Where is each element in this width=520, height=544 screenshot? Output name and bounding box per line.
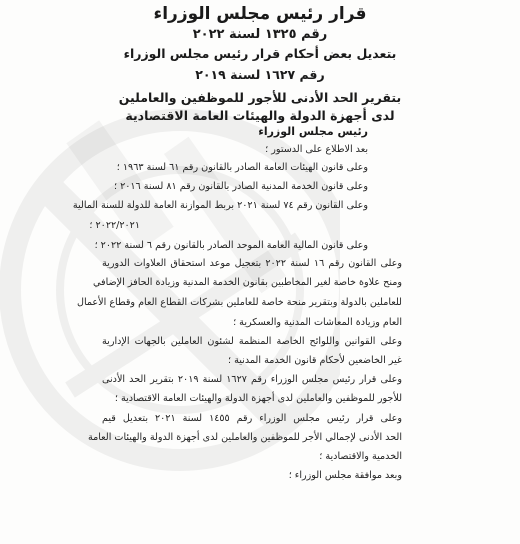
decree-subject-line: لدى أجهزة الدولة والهيئات العامة الاقتصادية xyxy=(125,108,395,123)
body-line: وعلى قانون الخدمة المدنية الصادر بالقانون رقم ٨١ لسنة ٢٠١٦ ؛ xyxy=(113,181,368,192)
body-line: بعد الاطلاع على الدستور ؛ xyxy=(265,144,368,155)
decree-subject-line: بتقرير الحد الأدنى للأجور للموظفين والعاملين xyxy=(118,90,402,105)
body-line: الخدمية والاقتصادية ؛ xyxy=(319,451,402,462)
body-line: ٢٠٢٢/٢٠٢١ ؛ xyxy=(89,220,140,231)
issuer-heading: رئيس مجلس الوزراء xyxy=(258,125,368,138)
decree-subject-line: بتعديل بعض أحكام قرار رئيس مجلس الوزراء xyxy=(123,46,397,61)
body-line: وعلى القوانين واللوائح الخاصة المنظمة لشئون العاملين بالجهات الإدارية xyxy=(102,336,402,347)
body-line: العام وزيادة المعاشات المدنية والعسكرية ؛ xyxy=(233,317,402,328)
decree-title: قرار رئيس مجلس الوزراء xyxy=(153,4,367,24)
body-line: الحد الأدنى لإجمالي الأجر للموظفين والعاملين لدى أجهزة الدولة والهيئات العامة xyxy=(87,432,402,443)
body-line: وعلى القانون رقم ١٦ لسنة ٢٠٢٢ بتعجيل موعد استحقاق العلاوات الدورية xyxy=(102,258,402,269)
body-line: وعلى قانون المالية العامة الموحد الصادر بالقانون رقم ٦ لسنة ٢٠٢٢ ؛ xyxy=(94,240,368,251)
body-line: وبعد موافقة مجلس الوزراء ؛ xyxy=(288,470,402,481)
body-line: وعلى قانون الهيئات العامة الصادر بالقانون رقم ٦١ لسنة ١٩٦٣ ؛ xyxy=(116,162,368,173)
body-line: غير الخاضعين لأحكام قانون الخدمة المدنية ؛ xyxy=(228,355,402,366)
decree-subject-line: رقم ١٦٢٧ لسنة ٢٠١٩ xyxy=(195,67,325,82)
body-line: وعلى قرار رئيس مجلس الوزراء رقم ١٤٥٥ لسنة ٢٠٢١ بتعديل قيم xyxy=(102,413,402,424)
decree-number: رقم ١٣٢٥ لسنة ٢٠٢٢ xyxy=(192,27,328,42)
body-line: للعاملين بالدولة وبتقرير منحة خاصة للعاملين بشركات القطاع العام وقطاع الأعمال xyxy=(76,297,402,308)
body-line: وعلى القانون رقم ٧٤ لسنة ٢٠٢١ بربط الموازنة العامة للدولة للسنة المالية xyxy=(72,200,368,211)
body-line: وعلى قرار رئيس مجلس الوزراء رقم ١٦٢٧ لسنة ٢٠١٩ بتقرير الحد الأدنى xyxy=(102,374,403,385)
body-line: ومنح علاوة خاصة لغير المخاطبين بقانون الخدمة المدنية وزيادة الحافز الإضافي xyxy=(93,277,402,288)
body-line: للأجور للموظفين والعاملين لدى أجهزة الدولة والهيئات العامة الاقتصادية ؛ xyxy=(114,393,402,404)
